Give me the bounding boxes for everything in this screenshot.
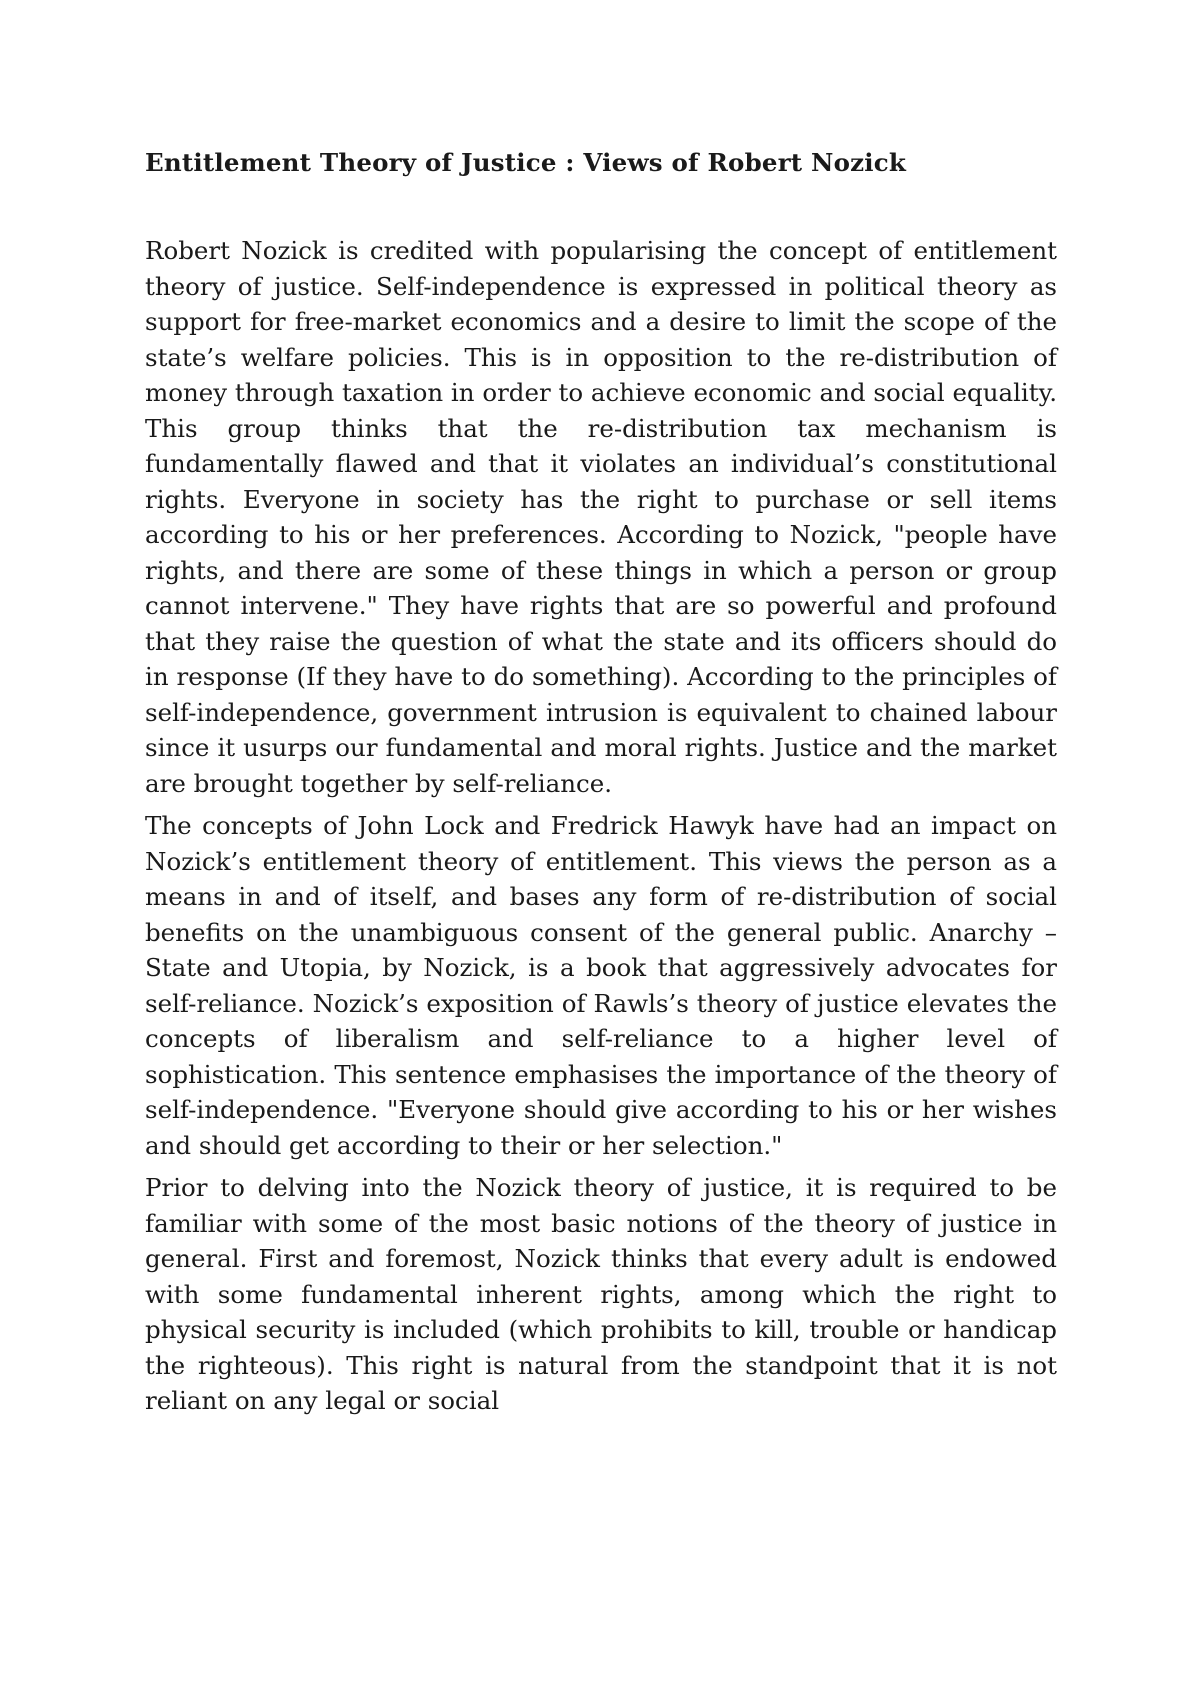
paragraph-3: Prior to delving into the Nozick theory of justice, it is required to be familiar with some of the most basic notions of the theory of justice in general. First and foremost, Nozick thinks that every adult is endowed with some fundamental inherent rights, among which the right to physical security is included (which prohibits to kill, trouble or handicap the righteous). This right is natural from the standpoint that it is not reliant on any legal or social	[145, 1173, 1057, 1415]
document-body	[145, 233, 1057, 1426]
paragraph-2: The concepts of John Lock and Fredrick Hawyk have had an impact on Nozick’s entitlement theory of entitlement. This views the person as a means in and of itself, and bases any form of re-distribution of social benefits on the unambiguous consent of the general public. Anarchy – State and Utopia, by Nozick, is a book that aggressively advocates for self-reliance. Nozick’s exposition of Rawls’s theory of justice elevates the concepts of liberalism and self-reliance to a higher level of sophistication. This sentence emphasises the importance of the theory of self-independence. "Everyone should give according to his or her wishes and should get according to their or her selection."	[145, 811, 1057, 1160]
document-title: Entitlement Theory of Justice : Views of Robert Nozick	[145, 148, 907, 177]
paragraph-1: Robert Nozick is credited with popularising the concept of entitlement theory of justice. Self-independence is expressed in political theory as support for free-market economics and a desire to limit the scope of the state’s welfare policies. This is in opposition to the re-distribution of money through taxation in order to achieve economic and social equality. This group thinks that the re-distribution tax mechanism is fundamentally flawed and that it violates an individual’s constitutional rights. Everyone in society has the right to purchase or sell items according to his or her preferences. According to Nozick, "people have rights, and there are some of these things in which a person or group cannot intervene." They have rights that are so powerful and profound that they raise the question of what the state and its officers should do in response (If they have to do something). According to the principles of self-independence, government intrusion is equivalent to chained labour since it usurps our fundamental and moral rights. Justice and the market are brought together by self-reliance.	[145, 236, 1057, 798]
